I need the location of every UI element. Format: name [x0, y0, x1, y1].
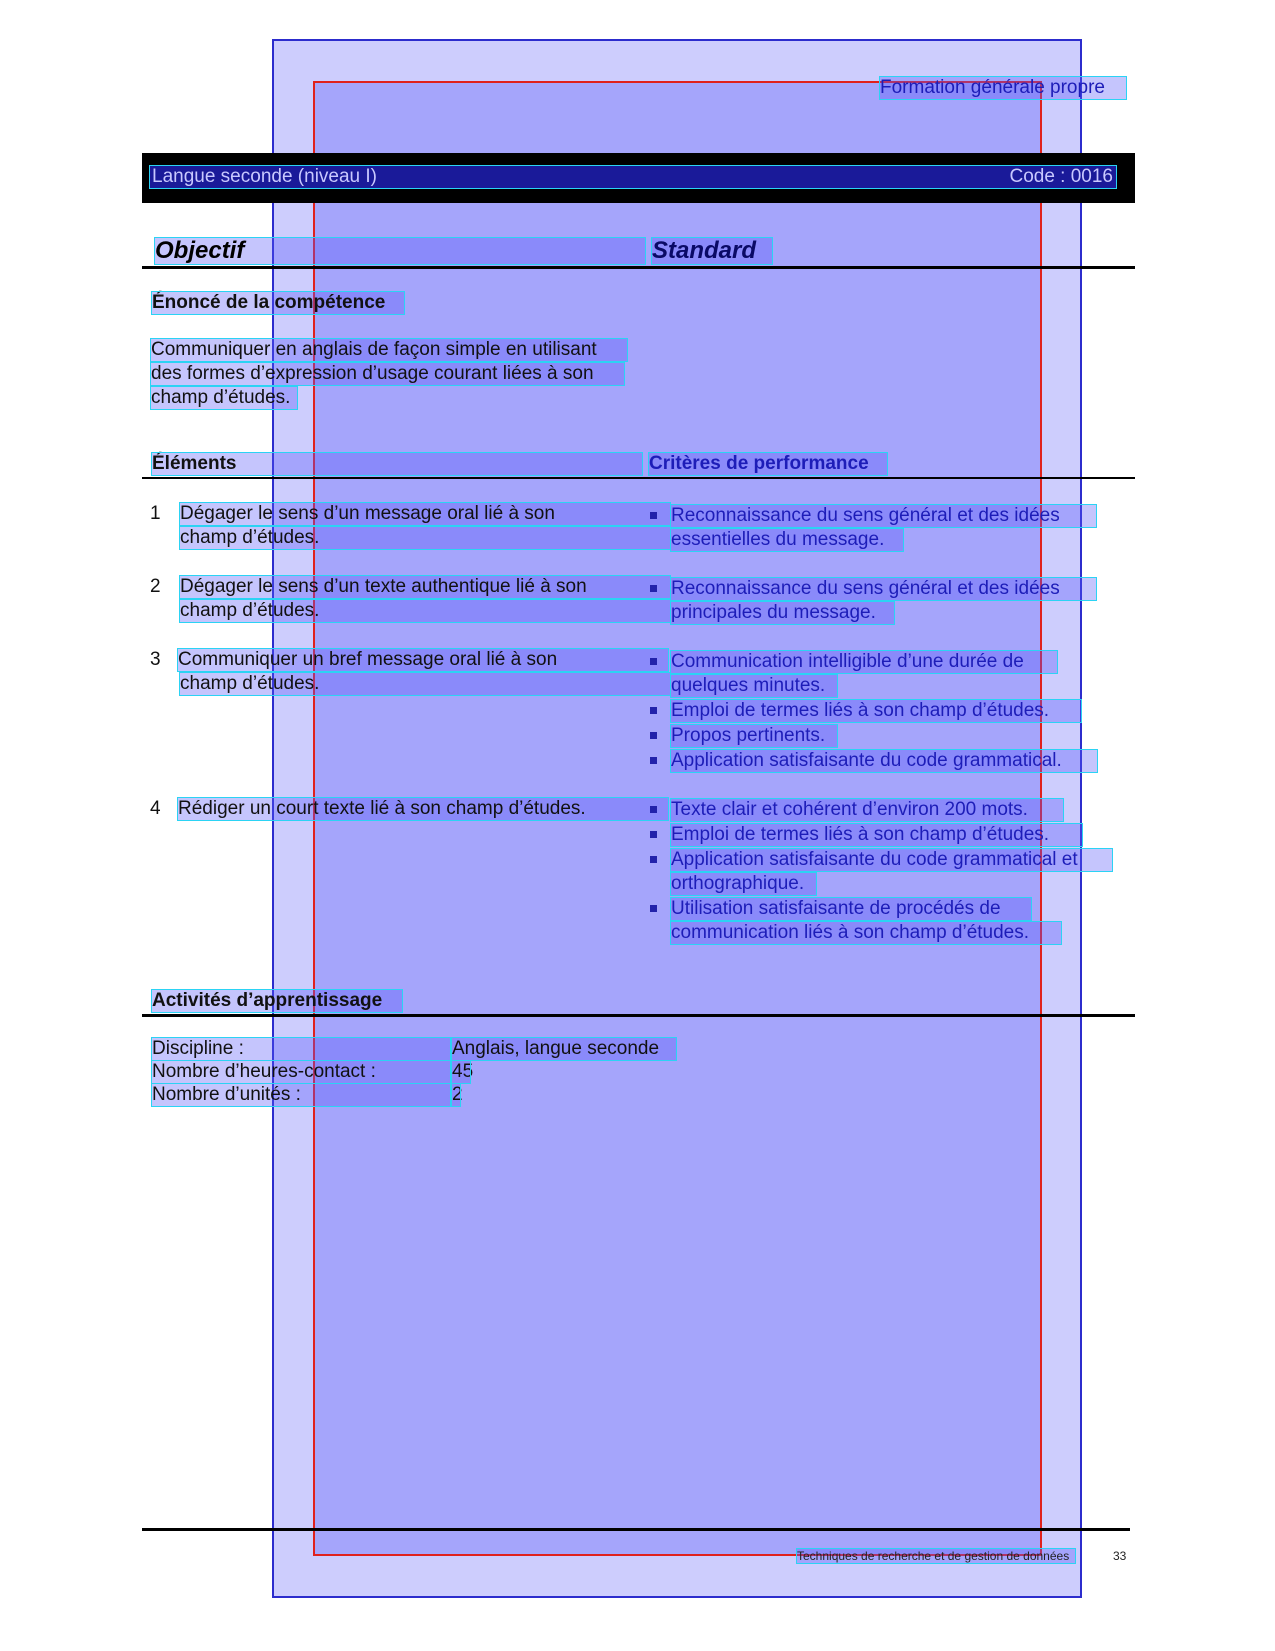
element-3-number: 3	[150, 649, 161, 670]
element-2-line-1: Dégager le sens d’un texte authentique lié à son	[180, 576, 670, 598]
element-1-line-1: Dégager le sens d’un message oral lié à son	[180, 503, 670, 525]
rule-elements	[142, 477, 1135, 479]
bullet-icon	[650, 831, 657, 838]
element-1-line-2: champ d’études.	[180, 527, 670, 549]
rule-objectif	[142, 266, 1135, 269]
footer-text: Techniques de recherche et de gestion de données	[797, 1549, 1075, 1563]
bullet-icon	[650, 512, 657, 519]
element-4-number: 4	[150, 798, 161, 819]
enonce-line-1: Communiquer en anglais de façon simple en utilisant	[151, 339, 627, 361]
element-2-number: 2	[150, 576, 161, 597]
unites-value: 2	[452, 1084, 463, 1105]
course-title: Langue seconde (niveau I)	[152, 166, 377, 187]
bullet-icon	[650, 905, 657, 912]
objectif-heading: Objectif	[155, 238, 645, 264]
bullet-icon	[650, 732, 657, 739]
criterion-10-line-1: Utilisation satisfaisante de procédés de	[671, 898, 1031, 920]
rule-activites	[142, 1014, 1135, 1017]
enonce-line-3: champ d’études.	[151, 387, 297, 409]
criterion-4: Emploi de termes liés à son champ d’études.	[671, 700, 1081, 722]
element-3-line-2: champ d’études.	[180, 673, 670, 695]
bullet-icon	[650, 806, 657, 813]
criterion-3-line-1: Communication intelligible d’une durée de	[671, 651, 1057, 673]
element-2-line-2: champ d’études.	[180, 600, 670, 622]
criterion-9-line-2: orthographique.	[671, 873, 816, 895]
footer-rule	[142, 1528, 1130, 1531]
criterion-7: Texte clair et cohérent d’environ 200 mots.	[671, 799, 1063, 821]
enonce-line-2: des formes d’expression d’usage courant liées à son	[151, 363, 624, 385]
element-1-number: 1	[150, 503, 161, 524]
element-3-line-1: Communiquer un bref message oral lié à son	[178, 649, 668, 671]
discipline-label: Discipline :	[152, 1038, 450, 1060]
course-code: Code : 0016	[1009, 166, 1113, 187]
unites-label: Nombre d’unités :	[152, 1084, 450, 1106]
criterion-3-line-2: quelques minutes.	[671, 675, 837, 697]
criterion-1-line-2: essentielles du message.	[671, 529, 903, 551]
criterion-2-line-2: principales du message.	[671, 602, 894, 624]
activites-heading: Activités d’apprentissage	[152, 990, 402, 1012]
criterion-2-line-1: Reconnaissance du sens général et des idées	[671, 578, 1096, 600]
criterion-6: Application satisfaisante du code grammatical.	[671, 750, 1097, 772]
course-title-bar	[142, 153, 1135, 203]
bullet-icon	[650, 757, 657, 764]
standard-heading: Standard	[652, 238, 772, 264]
bullet-icon	[650, 585, 657, 592]
heures-value: 45	[452, 1061, 474, 1082]
heures-label: Nombre d’heures-contact :	[152, 1061, 450, 1083]
criterion-9-line-1: Application satisfaisante du code grammatical et	[671, 849, 1112, 871]
bullet-icon	[650, 856, 657, 863]
discipline-value: Anglais, langue seconde	[452, 1038, 676, 1060]
header-top-right: Formation générale propre	[880, 77, 1126, 99]
criterion-8: Emploi de termes liés à son champ d’études.	[671, 824, 1082, 846]
criterion-5: Propos pertinents.	[671, 725, 837, 747]
enonce-heading: Énoncé de la compétence	[152, 292, 404, 314]
criteres-heading: Critères de performance	[649, 453, 887, 475]
criterion-10-line-2: communication liés à son champ d’études.	[671, 922, 1061, 944]
bullet-icon	[650, 707, 657, 714]
criterion-1-line-1: Reconnaissance du sens général et des idées	[671, 505, 1096, 527]
elements-heading: Éléments	[152, 453, 642, 475]
bullet-icon	[650, 658, 657, 665]
page-number: 33	[1113, 1549, 1127, 1563]
element-4-line-1: Rédiger un court texte lié à son champ d’études.	[178, 798, 668, 820]
